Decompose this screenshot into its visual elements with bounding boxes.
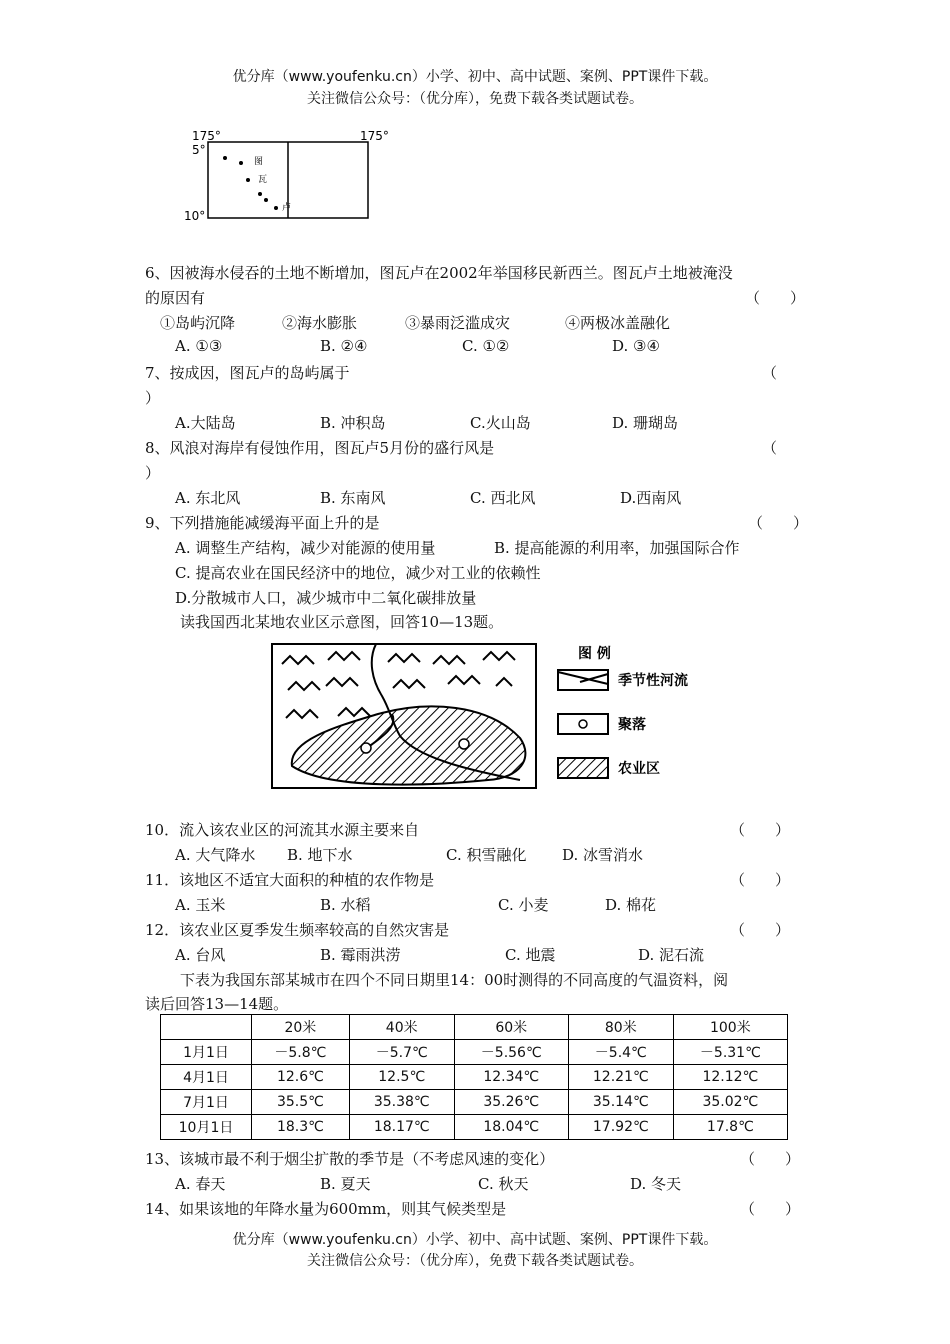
map1-lat-top: 5° [192,143,206,157]
table-row [161,1040,788,1065]
table-header-cell: 40米 [349,1015,454,1040]
q8-stem: 8、风浪对海岸有侵蚀作用，图瓦卢5月份的盛行风是 [145,439,495,457]
table-intro-line1: 下表为我国东部某城市在四个不同日期里14：00时测得的不同高度的气温资料，阅 [180,971,729,989]
settlement-dot [459,739,469,749]
table-header-cell: 100米 [673,1015,787,1040]
map1-lat-bottom: 10° [184,209,206,223]
q12-option-a: A. 台风 [175,946,226,964]
q8-option-b: B. 东南风 [320,489,386,507]
island-dot [264,198,268,202]
q11-answer-paren: （ ） [730,871,791,889]
table-cell: 12.5℃ [349,1065,454,1090]
mountain-symbols [282,652,515,718]
q13-option-d: D. 冬天 [630,1175,682,1193]
table-header-cell: 20米 [252,1015,350,1040]
q9-option-d: D.分散城市人口，减少城市中二氧化碳排放量 [175,589,477,607]
q10-option-b: B. 地下水 [287,846,353,864]
header-line-1: 优分库（www.youfenku.cn）小学、初中、高中试题、案例、PPT课件下载。 [232,69,718,85]
q7-paren-close: ） [145,389,161,407]
table-cell: 12.12℃ [673,1065,787,1090]
island-dot [239,161,243,165]
q6-stem-line1: 6、因被海水侵吞的土地不断增加，图瓦卢在2002年举国移民新西兰。图瓦卢土地被淹没 [145,264,733,282]
table-row [161,1090,788,1115]
q6-answer-paren: （ ） [745,289,806,307]
temperature-table [160,1014,788,1140]
q12-option-d: D. 泥石流 [638,946,705,964]
q11-option-d: D. 棉花 [605,896,657,914]
q13-stem: 13、该城市最不利于烟尘扩散的季节是（不考虑风速的变化） [145,1150,555,1168]
map1-lon-left: 175° [192,129,221,143]
table-cell: 18.04℃ [454,1115,568,1140]
q14-answer-paren: （ ） [740,1200,801,1218]
farm-area [292,706,526,784]
q11-option-b: B. 水稻 [320,896,371,914]
island-dot [274,206,278,210]
footer-line-2: 关注微信公众号：（优分库），免费下载各类试题试卷。 [307,1253,643,1269]
map1-lon-right: 175° [360,129,389,143]
q11-option-c: C. 小麦 [498,896,549,914]
table-header-cell: 80米 [568,1015,673,1040]
q9-option-c: C. 提高农业在国民经济中的地位，减少对工业的依赖性 [175,564,541,582]
island-dot [246,178,250,182]
q6-stem-line2: 的原因有 [145,289,206,307]
q13-option-c: C. 秋天 [478,1175,529,1193]
q14-stem: 14、如果该地的年降水量为600mm，则其气候类型是 [145,1200,507,1218]
table-cell: 35.38℃ [349,1090,454,1115]
q12-option-b: B. 霉雨洪涝 [320,946,401,964]
table-cell: 1月1日 [161,1040,252,1065]
q8-option-a: A. 东北风 [175,489,241,507]
q9-option-b: B. 提高能源的利用率，加强国际合作 [494,539,740,557]
q6-option-a: A. ①③ [175,337,223,355]
header-line-2: 关注微信公众号：（优分库），免费下载各类试题试卷。 [307,91,643,107]
table-cell: 7月1日 [161,1090,252,1115]
table-cell: －5.56℃ [454,1040,568,1065]
tuvalu-map [180,122,389,232]
table-header-cell: 60米 [454,1015,568,1040]
q7-option-c: C.火山岛 [470,414,531,432]
q9-answer-paren: （ ） [748,514,809,532]
table-cell: 4月1日 [161,1065,252,1090]
table-cell: 17.92℃ [568,1115,673,1140]
settlement-dot [361,743,371,753]
table-cell: 12.6℃ [252,1065,350,1090]
table-intro-line2: 读后回答13—14题。 [145,995,289,1013]
table-cell: 17.8℃ [673,1115,787,1140]
table-cell: －5.8℃ [252,1040,350,1065]
table-header-cell [161,1015,252,1040]
table-cell: －5.7℃ [349,1040,454,1065]
map2-intro: 读我国西北某地农业区示意图，回答10—13题。 [180,613,504,631]
island-dot [223,156,227,160]
table-cell: 35.26℃ [454,1090,568,1115]
q13-answer-paren: （ ） [740,1150,801,1168]
table-cell: 12.21℃ [568,1065,673,1090]
q10-option-a: A. 大气降水 [175,846,256,864]
table-cell: 12.34℃ [454,1065,568,1090]
agri-map [268,640,708,792]
q13-option-a: A. 春天 [175,1175,226,1193]
legend-farm-label: 农业区 [618,761,660,777]
q6-factor-2: ②海水膨胀 [282,314,358,332]
table-header-row [161,1015,788,1040]
map1-label-wa: 瓦 [258,175,268,185]
q7-option-a: A.大陆岛 [175,414,236,432]
q9-stem: 9、下列措施能减缓海平面上升的是 [145,514,380,532]
q8-option-d: D.西南风 [620,489,682,507]
table-cell: 35.5℃ [252,1090,350,1115]
table-cell: 35.02℃ [673,1090,787,1115]
legend-settlement-label: 聚落 [618,717,646,733]
q6-factor-4: ④两极冰盖融化 [565,314,671,332]
table-cell: 10月1日 [161,1115,252,1140]
table-row [161,1065,788,1090]
table-cell: －5.4℃ [568,1040,673,1065]
q10-stem: 10．流入该农业区的河流其水源主要来自 [145,821,420,839]
map1-label-lu: 卢 [282,203,292,213]
q6-factor-1: ①岛屿沉降 [160,314,236,332]
q8-paren-close: ） [145,464,161,482]
q7-option-b: B. 冲积岛 [320,414,386,432]
q7-option-d: D. 珊瑚岛 [612,414,679,432]
q11-option-a: A. 玉米 [175,896,226,914]
table-cell: 35.14℃ [568,1090,673,1115]
q6-factor-3: ③暴雨泛滥成灾 [405,314,511,332]
q10-option-c: C. 积雪融化 [446,846,527,864]
q8-option-c: C. 西北风 [470,489,536,507]
q12-option-c: C. 地震 [505,946,556,964]
q12-stem: 12．该农业区夏季发生频率较高的自然灾害是 [145,921,450,939]
q6-option-d: D. ③④ [612,337,660,355]
q9-option-a: A. 调整生产结构，减少对能源的使用量 [175,539,436,557]
table-row [161,1115,788,1140]
table-cell: 18.17℃ [349,1115,454,1140]
q7-paren-open: （ [762,364,778,382]
q7-stem: 7、按成因，图瓦卢的岛屿属于 [145,364,350,382]
q10-option-d: D. 冰雪消水 [562,846,644,864]
q6-option-c: C. ①② [462,337,510,355]
island-dot [258,192,262,196]
map1-label-tu: 图 [254,157,264,167]
q6-option-b: B. ②④ [320,337,368,355]
table-cell: 18.3℃ [252,1115,350,1140]
q11-stem: 11．该地区不适宜大面积的种植的农作物是 [145,871,435,889]
legend-river-label: 季节性河流 [618,673,688,689]
table-cell: －5.31℃ [673,1040,787,1065]
legend-title: 图 例 [578,646,611,662]
footer-line-1: 优分库（www.youfenku.cn）小学、初中、高中试题、案例、PPT课件下载。 [232,1232,718,1248]
legend-farm-swatch [558,758,608,778]
q10-answer-paren: （ ） [730,821,791,839]
q8-paren-open: （ [762,439,778,457]
q12-answer-paren: （ ） [730,921,791,939]
q13-option-b: B. 夏天 [320,1175,371,1193]
